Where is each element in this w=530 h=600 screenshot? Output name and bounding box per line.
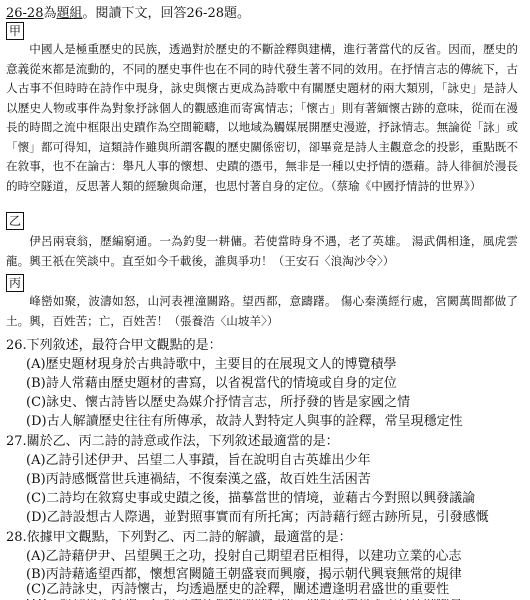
passage-yi-label: 乙 [6, 212, 24, 230]
header-group: 題組 [56, 6, 83, 21]
question-26-option-d: (D)古人解讀歷史往往有所傳承，故詩人對特定人與事的詮釋，常呈現穩定性 [26, 414, 463, 429]
question-28-stem: 28.依據甲文觀點，下列對乙、丙二詩的解讀，最適當的是： [6, 530, 352, 545]
passage-jia-text: 中國人是極重歷史的民族，透過對於歷史的不斷詮釋與建構，進行著當代的反省。因而，歷史的意義從來都是流動的，不同的歷史事件也在不同的時代發生著不同的效用。在抒情言志的傳統下，古人古事不但時時在詩作中現身，詠史與懷古更成為詩歌中有關歷史題材的兩大類別，「詠史」是詩人以歷史人物或事件為對象抒詠個人的觀感進而寄寓情志；「懷古」則有著緬懷古跡的意味，從而在漫長的時間之流中框限出史蹟作為空間範疇，以地域為觸媒展開歷史漫遊，抒詠情志。無論從「詠」或「懷」都可得知，這類詩作雖與所謂客觀的歷史關係密切，卻畢竟是詩人主觀意念的投影，重點既不在敘事，也不在論古：舉凡人事的懷想、史蹟的憑弔，無非是一種以史抒情的憑藉。詩人徘徊於漫長的時空隧道，反思著人類的經驗與命運，也思忖著自身的定位。（蔡瑜《中國抒情詩的世界》） [6, 42, 518, 193]
question-27-option-a: (A)乙詩引述伊尹、呂望二人事蹟，旨在說明自古英雄出少年 [26, 453, 371, 468]
question-26-option-b: (B)詩人常藉由歷史題材的書寫，以省視當代的情境或自身的定位 [26, 376, 397, 391]
question-27-option-b: (B)丙詩感慨當世兵連禍結，不復秦漢之盛，故百姓生活困苦 [26, 472, 371, 487]
header-text-1: 為 [43, 6, 57, 21]
question-28-option-a: (A)乙詩藉伊尹、呂望興王之功，投射自己期望君臣相得，以建功立業的心志 [26, 549, 462, 564]
header-text-2: 。閱讀下文，回答26-28題。 [82, 6, 250, 21]
question-26-stem: 26.下列敘述，最符合甲文觀點的是： [6, 338, 222, 353]
passage-bing-text: 峰巒如聚，波濤如怒，山河表裡潼關路。望西都，意躊躇。 傷心秦漢經行處，宮闕萬間都做了土。興，百姓苦；亡，百姓苦！（張養浩〈山坡羊〉） [6, 294, 518, 328]
question-27-option-c: (C)二詩均在敘寫史事或史蹟之後，描摹當世的情境，並藉古今對照以興發議論 [26, 491, 476, 506]
passage-bing-label: 丙 [6, 274, 24, 292]
question-27-option-d: (D)乙詩設想古人際遇，並對照事實而有所托寓；丙詩藉行經古跡所見，引發感慨 [26, 510, 489, 525]
question-group-header [6, 2, 250, 21]
passage-yi-text: 伊呂兩衰翁，歷編窮通。一為釣叟一耕傭。若使當時身不遇，老了英雄。 湯武偶相逢，風虎雲龍。興王祇在笑談中。直至如今千載後，誰與爭功！（王安石〈浪淘沙令〉） [6, 234, 518, 268]
question-28-option-b: (B)丙詩藉遙望西都，懷想宮闕隨王朝盛衰而興廢，揭示朝代興衰無常的規律 [26, 567, 462, 582]
header-range: 26-28 [6, 6, 44, 21]
question-27-stem: 27.關於乙、丙二詩的詩意或作法，下列敘述最適當的是： [6, 434, 339, 449]
passage-jia-label: 甲 [6, 22, 24, 40]
question-26-option-c: (C)詠史、懷古詩皆以歷史為媒介抒情言志，所抒發的皆是家國之情 [26, 395, 411, 410]
question-28-option-c: (C)乙詩詠史，丙詩懷古，均透過歷史的詮釋，闡述遭逢明君盛世的重要性 [26, 582, 450, 597]
question-26-option-a: (A)歷史題材現身於古典詩歌中，主要目的在展現文人的博覽積學 [26, 357, 397, 372]
